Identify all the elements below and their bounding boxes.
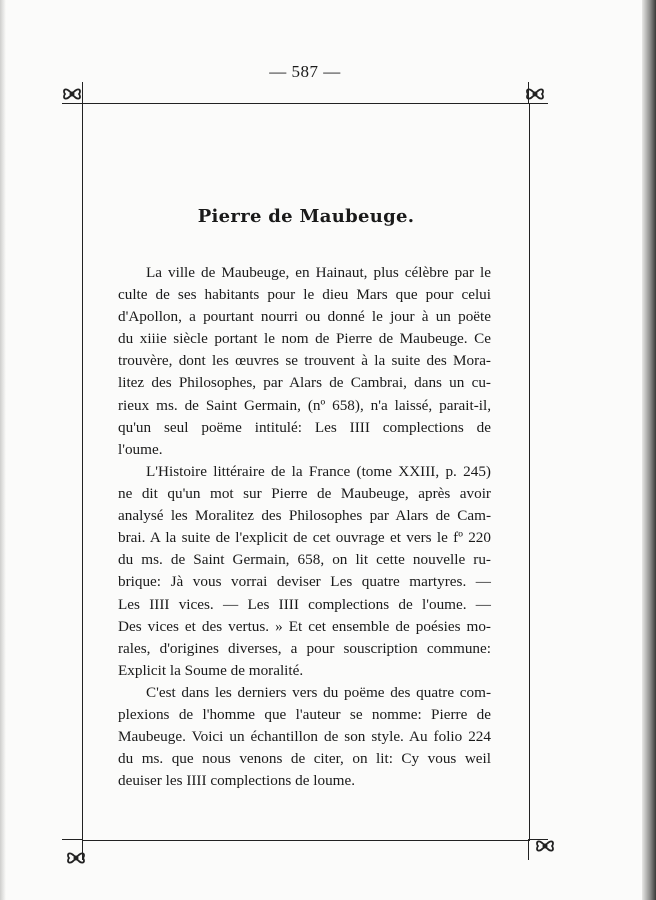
scan-shadow-left — [0, 0, 6, 900]
chapter-title: Pierre de Maubeuge. — [197, 206, 415, 227]
text-line: analysé les Moralitez des Philosophes par Alars de Cam- — [118, 507, 491, 525]
text-line: l'oume. — [118, 440, 163, 458]
paragraph-3 — [118, 682, 491, 792]
page-number: — 587 — — [269, 62, 341, 81]
text-line: du ms. de Saint Germain, 658, on lit cette nouvelle ru- — [118, 551, 491, 569]
text-line: brique: Jà vous vorrai deviser Les quatre martyres. — — [118, 573, 491, 591]
text-line: deuiser les IIII complections de loume. — [118, 772, 356, 790]
text-line: brai. A la suite de l'explicit de cet ouvrage et vers le fº 220 — [118, 529, 491, 547]
text-line: Explicit la Soume de moralité. — [118, 661, 304, 679]
text-line: rales, d'origines diverses, a pour souscription commune: — [118, 639, 491, 657]
text-line: culte de ses habitants pour le dieu Mars que pour celui — [118, 286, 491, 304]
scan-shadow-right — [642, 0, 656, 900]
floral-ornament-icon — [534, 836, 556, 856]
text-line: Maubeuge. Voici un échantillon de son style. Au folio 224 — [118, 728, 491, 746]
paragraph-1 — [118, 262, 491, 461]
paragraph-2 — [118, 461, 491, 682]
text-line: litez des Philosophes, par Alars de Cambrai, dans un cu- — [118, 374, 491, 392]
border-rule — [528, 839, 529, 860]
text-line: Des vices et des vertus. » Et cet ensemble de poésies mo- — [118, 617, 491, 635]
floral-ornament-icon — [61, 84, 83, 104]
text-line: ne dit qu'un mot sur Pierre de Maubeuge, après avoir — [118, 485, 491, 503]
text-line: qu'un seul poëme intitulé: Les IIII complections de — [118, 418, 491, 436]
text-line: L'Histoire littéraire de la France (tome XXIII, p. 245) — [146, 463, 491, 480]
floral-ornament-icon — [524, 84, 546, 104]
text-line: d'Apollon, a pourtant nourri ou donné le jour à un poëte — [118, 308, 491, 326]
border-rule — [62, 839, 82, 840]
text-line: du xiiie siècle portant le nom de Pierre de Maubeuge. Ce — [118, 330, 491, 348]
text-line: trouvère, dont les œuvres se trouvent à la suite des Mora- — [118, 352, 491, 370]
text-line: rieux ms. de Saint Germain, (nº 658), n'a laissé, parait-il, — [118, 396, 491, 414]
text-line: C'est dans les derniers vers du poëme des quatre com- — [146, 684, 491, 701]
text-line: La ville de Maubeuge, en Hainaut, plus célèbre par le — [146, 264, 491, 281]
text-line: du ms. que nous venons de citer, on lit: Cy vous weil — [118, 750, 491, 768]
floral-ornament-icon — [65, 848, 87, 868]
text-line: Les IIII vices. — Les IIII complections de l'oume. — — [118, 595, 491, 613]
text-line: plexions de l'homme que l'auteur se nomme: Pierre de — [118, 706, 491, 724]
